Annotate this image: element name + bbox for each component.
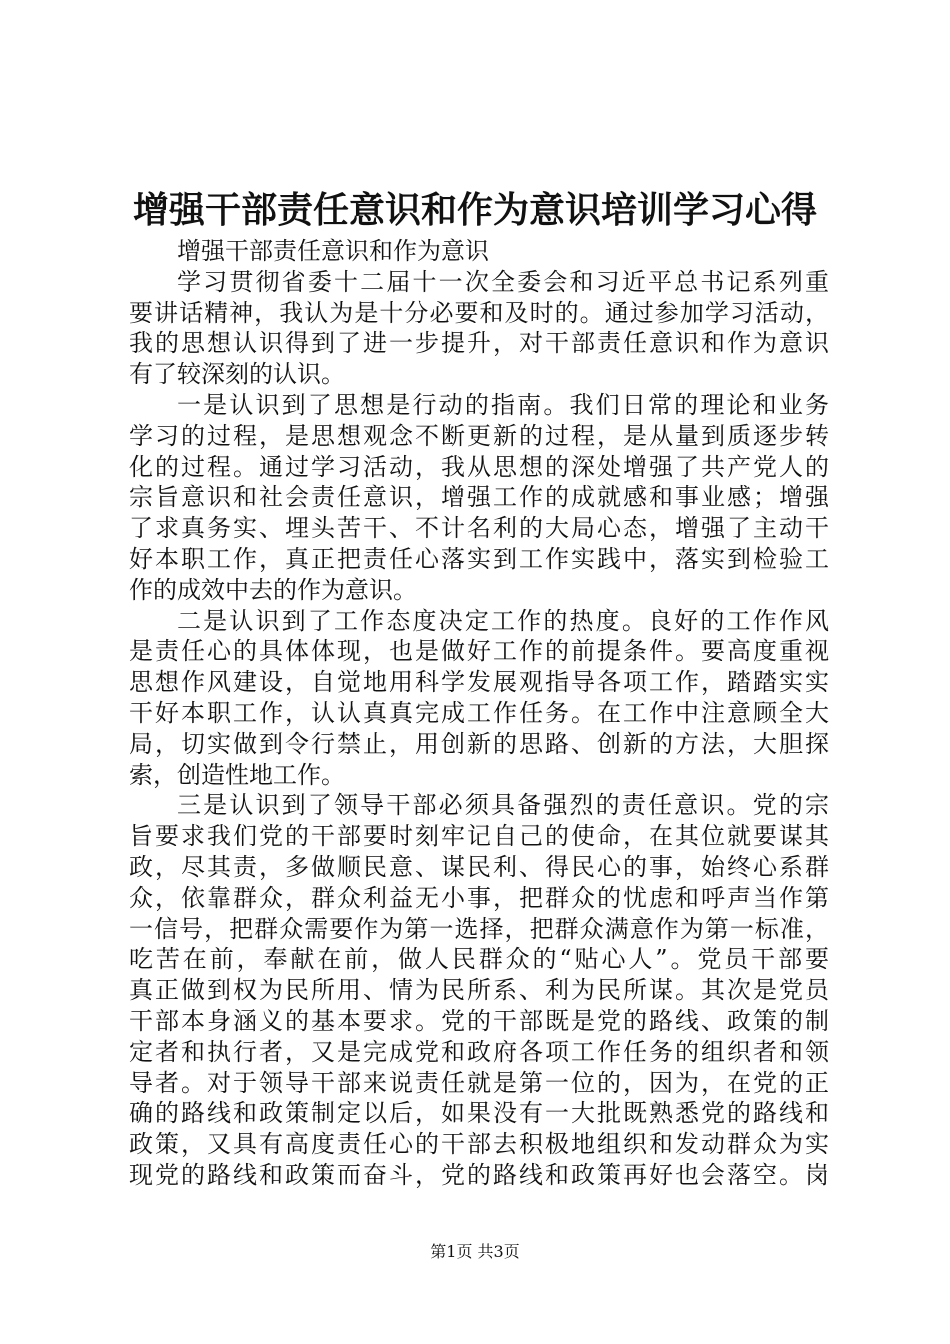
paragraph-line: 我的思想认识得到了进一步提升，对干部责任意识和作为意识 bbox=[129, 329, 829, 358]
paragraph-line: 是责任心的具体体现，也是做好工作的前提条件。要高度重视 bbox=[129, 637, 829, 666]
paragraph-line: 化的过程。通过学习活动，我从思想的深处增强了共产党人的 bbox=[129, 452, 829, 481]
paragraph-line: 确的路线和政策制定以后，如果没有一大批既熟悉党的路线和 bbox=[129, 1099, 829, 1128]
paragraph-line: 思想作风建设，自觉地用科学发展观指导各项工作，踏踏实实 bbox=[129, 668, 829, 697]
subtitle-line: 增强干部责任意识和作为意识 bbox=[177, 237, 489, 265]
paragraph-line: 一是认识到了思想是行动的指南。我们日常的理论和业务 bbox=[177, 390, 829, 419]
paragraph-line: 作的成效中去的作为意识。 bbox=[129, 575, 417, 604]
paragraph-line: 了求真务实、埋头苦干、不计名利的大局心态，增强了主动干 bbox=[129, 514, 829, 543]
paragraph-line: 好本职工作，真正把责任心落实到工作实践中，落实到检验工 bbox=[129, 544, 829, 573]
paragraph-line: 政策，又具有高度责任心的干部去积极地组织和发动群众为实 bbox=[129, 1130, 829, 1159]
page-number-footer: 第1页 共3页 bbox=[430, 1242, 520, 1261]
document-title: 增强干部责任意识和作为意识培训学习心得 bbox=[132, 189, 817, 231]
paragraph-line: 旨要求我们党的干部要时刻牢记自己的使命，在其位就要谋其 bbox=[129, 822, 829, 851]
paragraph-line: 局，切实做到令行禁止，用创新的思路、创新的方法，大胆探 bbox=[129, 729, 829, 758]
paragraph-line: 学习的过程，是思想观念不断更新的过程，是从量到质逐步转 bbox=[129, 421, 829, 450]
paragraph-line: 众，依靠群众，群众利益无小事，把群众的忧虑和呼声当作第 bbox=[129, 883, 829, 912]
paragraph-line: 干部本身涵义的基本要求。党的干部既是党的路线、政策的制 bbox=[129, 1006, 829, 1035]
paragraph-line: 定者和执行者，又是完成党和政府各项工作任务的组织者和领 bbox=[129, 1037, 829, 1066]
paragraph-line: 索，创造性地工作。 bbox=[129, 760, 345, 789]
paragraph-line: 政，尽其责，多做顺民意、谋民利、得民心的事，始终心系群 bbox=[129, 852, 829, 881]
paragraph-line: 一信号，把群众需要作为第一选择，把群众满意作为第一标准， bbox=[129, 914, 829, 943]
paragraph-line: 导者。对于领导干部来说责任就是第一位的，因为，在党的正 bbox=[129, 1068, 829, 1097]
paragraph-line: 真正做到权为民所用、情为民所系、利为民所谋。其次是党员 bbox=[129, 976, 829, 1005]
document-body bbox=[129, 236, 829, 1191]
paragraph-line: 要讲话精神，我认为是十分必要和及时的。通过参加学习活动， bbox=[129, 298, 829, 327]
paragraph-line: 吃苦在前，奉献在前，做人民群众的“贴心人”。党员干部要 bbox=[129, 945, 829, 974]
paragraph-line: 宗旨意识和社会责任意识，增强工作的成就感和事业感；增强 bbox=[129, 483, 829, 512]
paragraph-line: 三是认识到了领导干部必须具备强烈的责任意识。党的宗 bbox=[177, 791, 829, 820]
paragraph-line: 有了较深刻的认识。 bbox=[129, 360, 345, 389]
paragraph-line: 二是认识到了工作态度决定工作的热度。良好的工作作风 bbox=[177, 606, 829, 635]
paragraph-line: 现党的路线和政策而奋斗，党的路线和政策再好也会落空。岗 bbox=[129, 1160, 829, 1189]
paragraph-line: 学习贯彻省委十二届十一次全委会和习近平总书记系列重 bbox=[177, 267, 829, 296]
paragraph-line: 干好本职工作，认认真真完成工作任务。在工作中注意顾全大 bbox=[129, 698, 829, 727]
